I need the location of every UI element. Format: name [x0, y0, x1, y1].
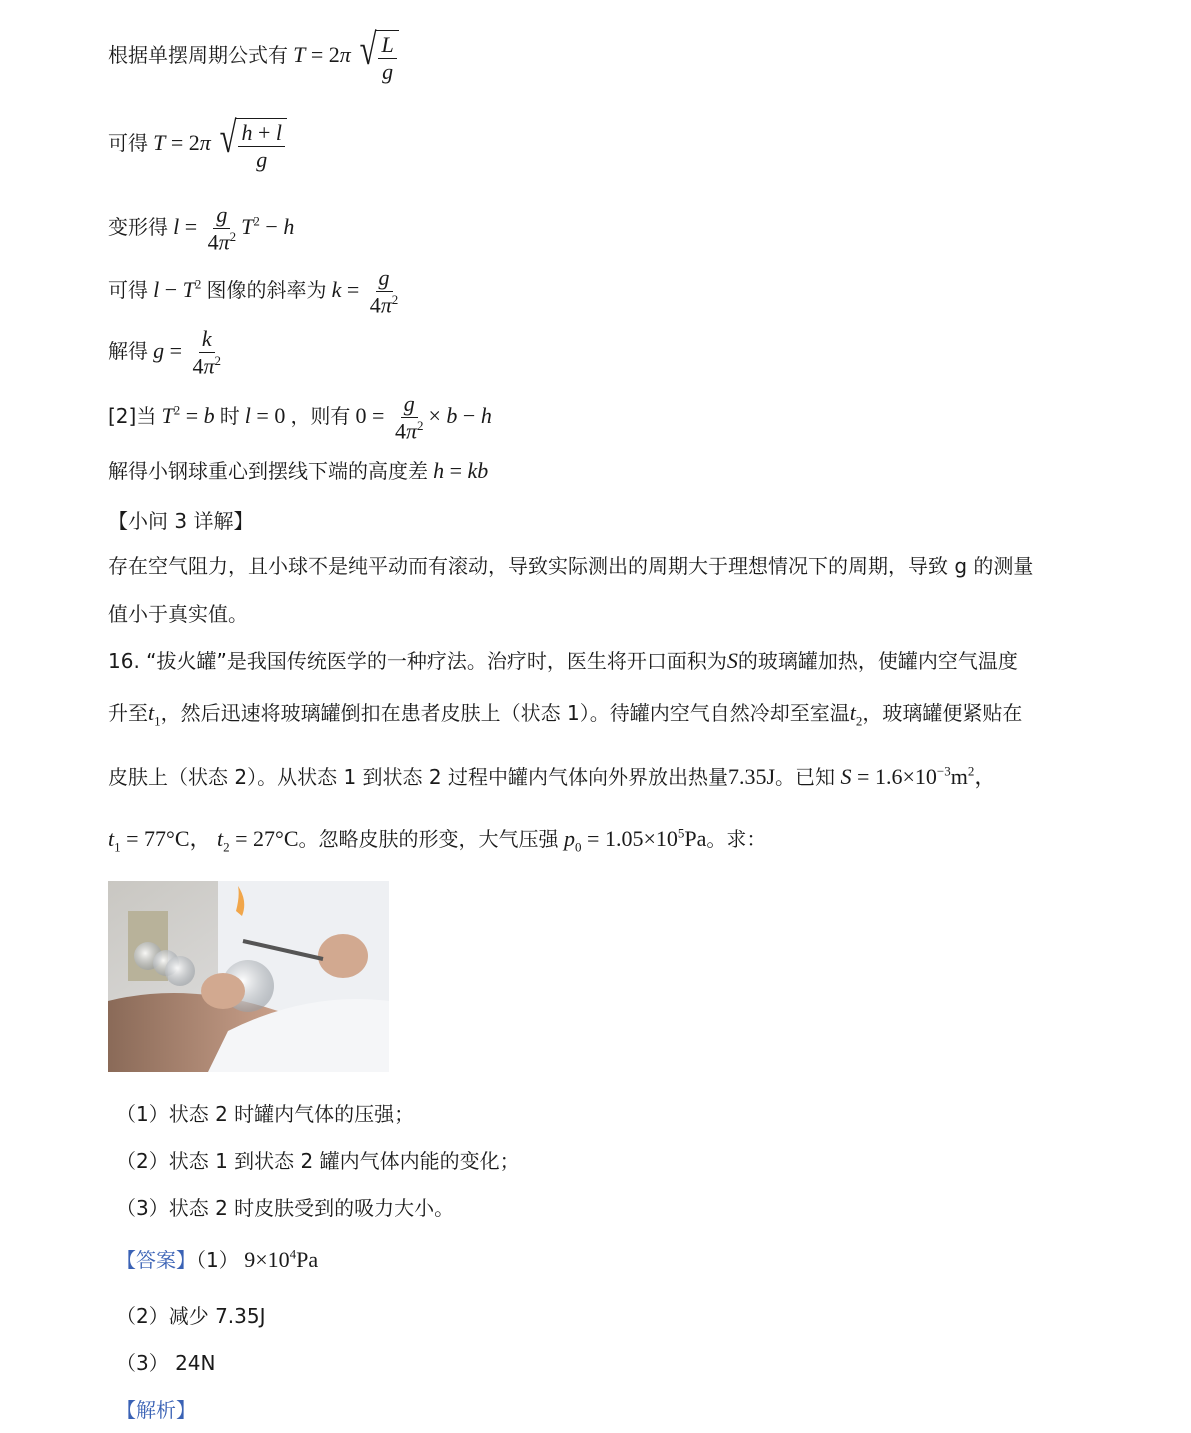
formula-line-period [108, 25, 399, 85]
paragraph-line: 值小于真实值。 [108, 602, 248, 626]
paragraph-line: 存在空气阻力，且小球不是纯平动而有滚动，导致实际测出的周期大于理想情况下的周期，导致 g 的测量 [108, 554, 1034, 578]
text-label: 根据单摆周期公式有 [108, 43, 288, 68]
answer-line: （2）减少 7.35J [116, 1304, 266, 1328]
formula-line-period-hl [108, 113, 287, 173]
text-label: 。求： [706, 827, 767, 851]
problem-line: 16. “拔火罐”是我国传统医学的一种疗法。治疗时，医生将开口面积为S的玻璃罐加热，使罐内空气温度 [108, 648, 1018, 673]
formula-line-rearranged [108, 203, 294, 255]
question-item: （1）状态 2 时罐内气体的压强； [116, 1102, 415, 1126]
formula-expression: l = $\frac{g}{4\pi^2}$ $T^2 - h$ [173, 202, 295, 255]
formula-line-intercept: [2]当 $T^2 = b$ 时 l = 0 ，则有 0 = $\frac{g}{4\pi^2}$ × b − h [108, 391, 492, 444]
analysis-label: 【解析】 [116, 1398, 196, 1422]
text-label: ，玻璃罐便紧贴在 [862, 701, 1023, 725]
text-label: 解得小钢球重心到摆线下端的高度差 [108, 459, 428, 483]
text-label: 时 [219, 403, 240, 428]
text-label: 解得 [108, 338, 148, 363]
problem-line: 升至$t_1$，然后迅速将玻璃罐倒扣在患者皮肤上（状态 1）。待罐内空气自然冷却至室温$t_2$，玻璃罐便紧贴在 [108, 700, 1023, 729]
text-label: ，则有 [290, 403, 351, 428]
problem-line: $t_1 = 77^\circ C$， $t_2 = 27^\circ C$。忽略皮肤的形变，大气压强 $p_0 = 1.05\times 10^5Pa$。求： [108, 825, 767, 855]
question-item: （3）状态 2 时皮肤受到的吸力大小。 [116, 1196, 455, 1220]
formula-line-slope: 可得 $l - T^2$ 图像的斜率为 k = $\frac{g}{4\pi^2}$ [108, 265, 399, 318]
formula-line-solve-g: 解得 g = $\frac{k}{4\pi^2}$ [108, 326, 222, 379]
text-label: ，然后迅速将玻璃罐倒扣在患者皮肤上（状态 1）。待罐内空气自然冷却至室温 [160, 701, 850, 725]
formula-expression: T = 2π √ $\frac{L}{g}$ [293, 42, 399, 67]
answer-label: 【答案】 [116, 1248, 196, 1272]
problem-line: 皮肤上（状态 2）。从状态 1 到状态 2 过程中罐内气体向外界放出热量7.35J。已知 $S = 1.6\times 10^{-3}m^2$， [108, 763, 997, 789]
text-label: 。忽略皮肤的形变，大气压强 [298, 827, 559, 851]
heat-value: 7.35J [727, 764, 776, 789]
text-label: （1） [196, 1248, 239, 1272]
cupping-therapy-photo [108, 881, 389, 1072]
text-label: 。已知 [775, 765, 836, 789]
answer-line: 【答案】（1） $9\times 10^4Pa$ [116, 1246, 319, 1272]
text-label: 变形得 [108, 214, 168, 239]
text-label: [2]当 [108, 403, 157, 428]
text-label: 皮肤上（状态 2）。从状态 1 到状态 2 过程中罐内气体向外界放出热量 [108, 765, 728, 789]
formula-expression: T = 2π √ $\frac{h + l}{g}$ [153, 130, 287, 155]
text-label: 可得 [108, 277, 148, 302]
text-label: 升至 [108, 701, 148, 725]
section-heading: 【小问 3 详解】 [108, 509, 254, 533]
text-label: 可得 [108, 131, 148, 156]
formula-line-height-diff: 解得小钢球重心到摆线下端的高度差 h = kb [108, 458, 489, 483]
answer-line: （3） 24N [116, 1351, 216, 1375]
question-item: （2）状态 1 到状态 2 罐内气体内能的变化； [116, 1149, 520, 1173]
text-label: 的玻璃罐加热，使罐内空气温度 [737, 649, 1018, 673]
text-label: 16. “拔火罐”是我国传统医学的一种疗法。治疗时，医生将开口面积为 [108, 649, 727, 673]
text-label: 图像的斜率为 [206, 277, 327, 302]
